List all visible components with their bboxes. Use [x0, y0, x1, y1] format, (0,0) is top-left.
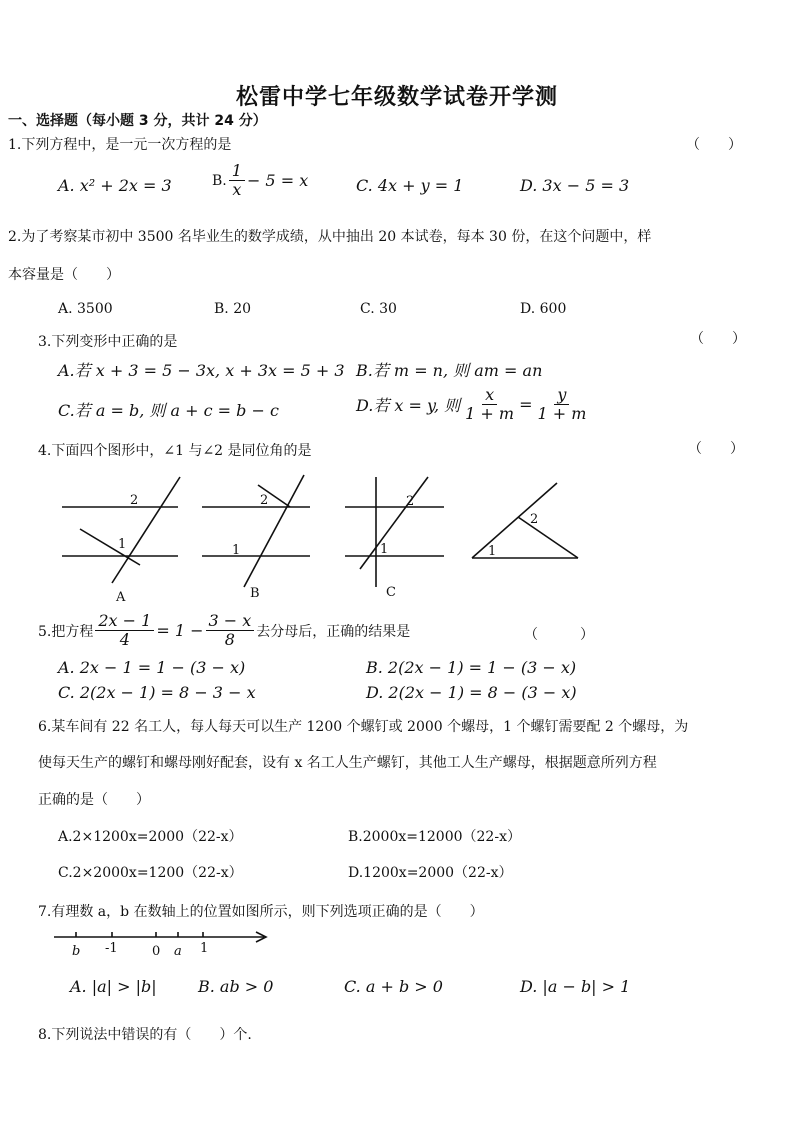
- figure-label-c: C: [386, 585, 396, 600]
- question-6-line3: 正确的是（ ）: [38, 792, 150, 808]
- figure-b: [202, 475, 310, 601]
- question-6-line2: 使每天生产的螺钉和螺母刚好配套，设有 x 名工人生产螺钉，其他工人生产螺母，根据题意所列方程: [38, 755, 657, 771]
- q7-option-d: D. |a − b| > 1: [520, 977, 631, 996]
- q3-option-b: B.若 m = n, 则 am = an: [356, 361, 543, 380]
- angle-label-2: 2: [406, 494, 415, 509]
- question-6-line1: 6.某车间有 22 名工人，每人每天可以生产 1200 个螺钉或 2000 个螺母，1 个螺钉需要配 2 个螺母，为: [38, 719, 689, 735]
- q7-option-b: B. ab > 0: [198, 977, 274, 996]
- figure-label-a: A: [116, 590, 126, 605]
- equals-sign: =: [519, 395, 533, 414]
- tick-label-minus-1: -1: [105, 941, 118, 956]
- fraction-denominator: 8: [224, 630, 235, 649]
- q6-option-c: C.2×2000x=1200（22-x）: [58, 865, 243, 881]
- q1-option-d: D. 3x − 5 = 3: [520, 176, 630, 195]
- angle-label-1: 1: [488, 544, 497, 559]
- fraction: [229, 162, 245, 199]
- answer-blank: （ ）: [686, 137, 742, 153]
- q2-option-a: A. 3500: [58, 301, 113, 317]
- fraction: [206, 612, 255, 649]
- fraction-denominator: 4: [119, 630, 130, 649]
- q2-option-c: C. 30: [360, 301, 397, 317]
- fraction: [534, 386, 589, 423]
- figure-a: [62, 477, 180, 605]
- q1-option-a: A. x² + 2x = 3: [58, 176, 172, 195]
- fraction-numerator: 2x − 1: [95, 612, 154, 631]
- angle-label-2: 2: [260, 493, 269, 508]
- q5-option-b: B. 2(2x − 1) = 1 − (3 − x): [366, 658, 577, 677]
- q1-option-b-label: B.: [212, 172, 227, 189]
- fraction-denominator: 1 + m: [465, 404, 515, 423]
- figure-c: [345, 477, 444, 600]
- question-2-line1: 2.为了考察某市初中 3500 名毕业生的数学成绩，从中抽出 20 本试卷，每本 30 份，在这个问题中，样: [8, 229, 652, 245]
- fraction-numerator: y: [554, 386, 569, 405]
- q7-option-a: A. |a| > |b|: [70, 977, 157, 996]
- q1-option-b: [212, 162, 308, 199]
- q2-option-d: D. 600: [520, 301, 567, 317]
- answer-blank: （ ）: [690, 331, 746, 347]
- q3-option-d: [356, 386, 591, 423]
- question-1-stem: 1.下列方程中，是一元一次方程的是: [8, 137, 232, 153]
- fraction: [462, 386, 517, 423]
- fraction-numerator: 3 − x: [206, 612, 255, 631]
- section-heading: 一、选择题（每小题 3 分，共计 24 分）: [8, 113, 267, 129]
- question-7-stem: 7.有理数 a，b 在数轴上的位置如图所示，则下列选项正确的是（ ）: [38, 904, 484, 920]
- q1-option-b-rest: − 5 = x: [246, 171, 309, 190]
- question-2-line2: 本容量是（ ）: [8, 267, 120, 283]
- tick-label-0: 0: [152, 944, 161, 959]
- angle-label-2: 2: [130, 493, 139, 508]
- q5-option-c: C. 2(2x − 1) = 8 − 3 − x: [58, 683, 256, 702]
- question-4-stem: 4.下面四个图形中，∠1 与∠2 是同位角的是: [38, 443, 312, 459]
- fraction-denominator: 1 + m: [537, 404, 587, 423]
- angle-label-2: 2: [530, 512, 539, 527]
- figure-d: [472, 483, 578, 559]
- q4-figures: [0, 465, 794, 605]
- q5-stem-mid: = 1 −: [156, 621, 204, 640]
- answer-blank: （ ）: [688, 441, 744, 457]
- q5-stem-post: 去分母后，正确的结果是: [256, 623, 411, 640]
- q6-option-d: D.1200x=2000（22-x）: [348, 865, 513, 881]
- q5-stem-pre: 5.把方程: [38, 623, 94, 640]
- figure-label-b: B: [250, 586, 260, 601]
- angle-label-1: 1: [232, 543, 241, 558]
- tick-label-b: b: [72, 944, 81, 959]
- fraction-numerator: x: [482, 386, 497, 405]
- q3-option-a: A.若 x + 3 = 5 − 3x, x + 3x = 5 + 3: [58, 361, 345, 380]
- question-3-stem: 3.下列变形中正确的是: [38, 334, 178, 350]
- q5-option-a: A. 2x − 1 = 1 − (3 − x): [58, 658, 246, 677]
- q7-option-c: C. a + b > 0: [344, 977, 443, 996]
- tick-label-1: 1: [200, 941, 209, 956]
- fraction-numerator: 1: [229, 162, 245, 181]
- q3-option-c: C.若 a = b, 则 a + c = b − c: [58, 401, 279, 420]
- q6-option-b: B.2000x=12000（22-x）: [348, 829, 521, 845]
- answer-blank: （ ）: [524, 627, 594, 643]
- page-title: 松雷中学七年级数学试卷开学测: [236, 85, 559, 110]
- q1-option-c: C. 4x + y = 1: [356, 176, 464, 195]
- fraction-denominator: x: [232, 180, 242, 199]
- tick-label-a: a: [174, 944, 182, 959]
- q2-option-b: B. 20: [214, 301, 252, 317]
- question-5-stem: [38, 612, 410, 649]
- number-line: [50, 926, 310, 966]
- fraction: [95, 612, 154, 649]
- angle-label-1: 1: [380, 542, 389, 557]
- q6-option-a: A.2×1200x=2000（22-x）: [58, 829, 243, 845]
- angle-label-1: 1: [118, 537, 127, 552]
- q3-option-d-label: D.若 x = y, 则: [356, 396, 461, 415]
- q5-option-d: D. 2(2x − 1) = 8 − (3 − x): [366, 683, 577, 702]
- question-8-stem: 8.下列说法中错误的有（ ）个.: [38, 1027, 252, 1043]
